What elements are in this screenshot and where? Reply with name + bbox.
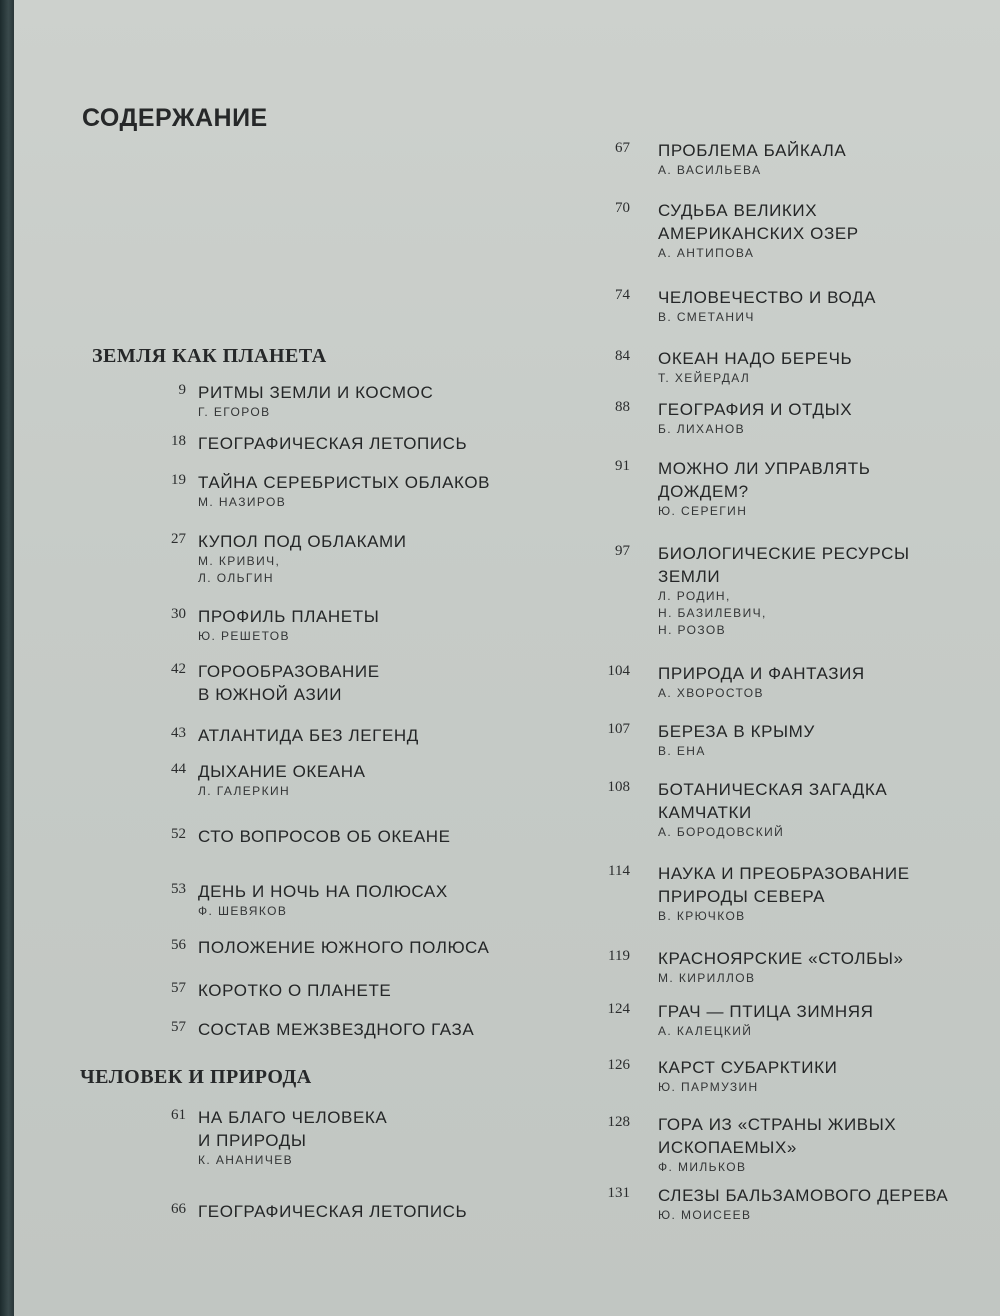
- page-number: 27: [171, 531, 186, 547]
- entry-title: В ЮЖНОЙ АЗИИ: [198, 685, 343, 704]
- entry-author: Ю. РЕШЕТОВ: [198, 629, 290, 643]
- entry-author: А. АНТИПОВА: [658, 246, 755, 260]
- page-number: 61: [171, 1107, 186, 1123]
- entry-title: АМЕРИКАНСКИХ ОЗЕР: [658, 224, 859, 243]
- page-number: 91: [615, 458, 630, 474]
- entry-author: Ю. ПАРМУЗИН: [658, 1080, 759, 1094]
- entry-author: А. КАЛЕЦКИЙ: [658, 1024, 753, 1038]
- entry-author: В. КРЮЧКОВ: [658, 909, 746, 923]
- entry-author: Л. ГАЛЕРКИН: [198, 784, 291, 798]
- entry-title: НАУКА И ПРЕОБРАЗОВАНИЕ: [658, 864, 910, 883]
- page-number: 66: [171, 1201, 186, 1217]
- page-number: 42: [171, 661, 186, 677]
- page-number: 56: [171, 937, 186, 953]
- entry-title: ПРИРОДА И ФАНТАЗИЯ: [658, 664, 865, 683]
- entry-author: Ф. ШЕВЯКОВ: [198, 904, 288, 918]
- entry-author: Б. ЛИХАНОВ: [658, 422, 746, 436]
- page-number: 57: [171, 1019, 186, 1035]
- page-number: 97: [615, 543, 630, 559]
- entry-author: А. ВАСИЛЬЕВА: [658, 163, 762, 177]
- entry-title: СЛЕЗЫ БАЛЬЗАМОВОГО ДЕРЕВА: [658, 1186, 949, 1205]
- page-number: 9: [178, 382, 186, 398]
- entry-title: НА БЛАГО ЧЕЛОВЕКА: [198, 1108, 388, 1127]
- page-number: 74: [615, 287, 630, 303]
- page-number: 19: [171, 472, 186, 488]
- entry-title: КОРОТКО О ПЛАНЕТЕ: [198, 981, 392, 1000]
- page-number: 107: [607, 721, 630, 737]
- entry-title: ТАЙНА СЕРЕБРИСТЫХ ОБЛАКОВ: [198, 473, 491, 492]
- page-number: 30: [171, 606, 186, 622]
- page-number: 84: [615, 348, 630, 364]
- entry-title: ПРИРОДЫ СЕВЕРА: [658, 887, 826, 906]
- entry-author: Ю. МОИСЕЕВ: [658, 1208, 752, 1222]
- entry-title: БИОЛОГИЧЕСКИЕ РЕСУРСЫ: [658, 544, 910, 563]
- entry-author: К. АНАНИЧЕВ: [198, 1153, 294, 1167]
- entry-title: ПОЛОЖЕНИЕ ЮЖНОГО ПОЛЮСА: [198, 938, 490, 957]
- entry-title: ИСКОПАЕМЫХ»: [658, 1138, 797, 1157]
- page-number: 114: [608, 863, 630, 879]
- entry-author: Т. ХЕЙЕРДАЛ: [658, 371, 751, 385]
- entry-title: КУПОЛ ПОД ОБЛАКАМИ: [198, 532, 407, 551]
- entry-title: БОТАНИЧЕСКАЯ ЗАГАДКА: [658, 780, 888, 799]
- entry-author: А. ХВОРОСТОВ: [658, 686, 764, 700]
- entry-title: ДЕНЬ И НОЧЬ НА ПОЛЮСАХ: [198, 882, 448, 901]
- book-spine: [0, 0, 14, 1316]
- entry-title: ГОРА ИЗ «СТРАНЫ ЖИВЫХ: [658, 1115, 897, 1134]
- page-number: 88: [615, 399, 630, 415]
- entry-author: М. КРИВИЧ,: [198, 554, 281, 568]
- contents-page: [14, 0, 1000, 1316]
- page-number: 124: [607, 1001, 630, 1017]
- entry-title: РИТМЫ ЗЕМЛИ И КОСМОС: [198, 383, 434, 402]
- entry-author: Л. РОДИН,: [658, 589, 731, 603]
- entry-title: КАРСТ СУБАРКТИКИ: [658, 1058, 838, 1077]
- entry-title: И ПРИРОДЫ: [198, 1131, 307, 1150]
- entry-title: ЧЕЛОВЕЧЕСТВО И ВОДА: [658, 288, 877, 307]
- section-heading-man-nature: ЧЕЛОВЕК И ПРИРОДА: [80, 1066, 312, 1088]
- entry-author: Ю. СЕРЕГИН: [658, 504, 748, 518]
- entry-title: ОКЕАН НАДО БЕРЕЧЬ: [658, 349, 853, 368]
- entry-author: В. СМЕТАНИЧ: [658, 310, 755, 324]
- entry-title: ГЕОГРАФИЧЕСКАЯ ЛЕТОПИСЬ: [198, 434, 468, 453]
- entry-title: АТЛАНТИДА БЕЗ ЛЕГЕНД: [198, 726, 419, 745]
- page-number: 18: [171, 433, 186, 449]
- entry-author: В. ЕНА: [658, 744, 706, 758]
- page-number: 70: [615, 200, 630, 216]
- entry-title: ГЕОГРАФИЧЕСКАЯ ЛЕТОПИСЬ: [198, 1202, 468, 1221]
- page-number: 43: [171, 725, 186, 741]
- page-number: 52: [171, 826, 186, 842]
- page-number: 128: [607, 1114, 630, 1130]
- entry-title: МОЖНО ЛИ УПРАВЛЯТЬ: [658, 459, 871, 478]
- entry-title: ПРОФИЛЬ ПЛАНЕТЫ: [198, 607, 380, 626]
- entry-author: А. БОРОДОВСКИЙ: [658, 825, 785, 839]
- entry-title: СОСТАВ МЕЖЗВЕЗДНОГО ГАЗА: [198, 1020, 475, 1039]
- entry-author: Ф. МИЛЬКОВ: [658, 1160, 747, 1174]
- entry-title: СУДЬБА ВЕЛИКИХ: [658, 201, 818, 220]
- entry-title: ЗЕМЛИ: [658, 567, 721, 586]
- page-number: 67: [615, 140, 630, 156]
- entry-author: М. НАЗИРОВ: [198, 495, 287, 509]
- entry-title: ДОЖДЕМ?: [658, 482, 749, 501]
- entry-title: СТО ВОПРОСОВ ОБ ОКЕАНЕ: [198, 827, 451, 846]
- section-heading-earth: ЗЕМЛЯ КАК ПЛАНЕТА: [92, 345, 327, 367]
- page-number: 44: [171, 761, 186, 777]
- entry-author: Н. РОЗОВ: [658, 623, 727, 637]
- page-number: 57: [171, 980, 186, 996]
- entry-title: ГОРООБРАЗОВАНИЕ: [198, 662, 380, 681]
- page-number: 104: [607, 663, 630, 679]
- entry-author: Н. БАЗИЛЕВИЧ,: [658, 606, 767, 620]
- entry-title: КАМЧАТКИ: [658, 803, 752, 822]
- page-number: 53: [171, 881, 186, 897]
- entry-title: ДЫХАНИЕ ОКЕАНА: [198, 762, 366, 781]
- entry-author: М. КИРИЛЛОВ: [658, 971, 756, 985]
- page-number: 126: [607, 1057, 630, 1073]
- entry-title: ГРАЧ — ПТИЦА ЗИМНЯЯ: [658, 1002, 874, 1021]
- page-number: 119: [608, 948, 630, 964]
- entry-title: ПРОБЛЕМА БАЙКАЛА: [658, 141, 847, 160]
- entry-author: Г. ЕГОРОВ: [198, 405, 271, 419]
- page-number: 131: [607, 1185, 630, 1201]
- entry-title: КРАСНОЯРСКИЕ «СТОЛБЫ»: [658, 949, 904, 968]
- entry-author: Л. ОЛЬГИН: [198, 571, 274, 585]
- page-title: СОДЕРЖАНИЕ: [82, 104, 268, 132]
- page-number: 108: [607, 779, 630, 795]
- entry-title: ГЕОГРАФИЯ И ОТДЫХ: [658, 400, 853, 419]
- entry-title: БЕРЕЗА В КРЫМУ: [658, 722, 815, 741]
